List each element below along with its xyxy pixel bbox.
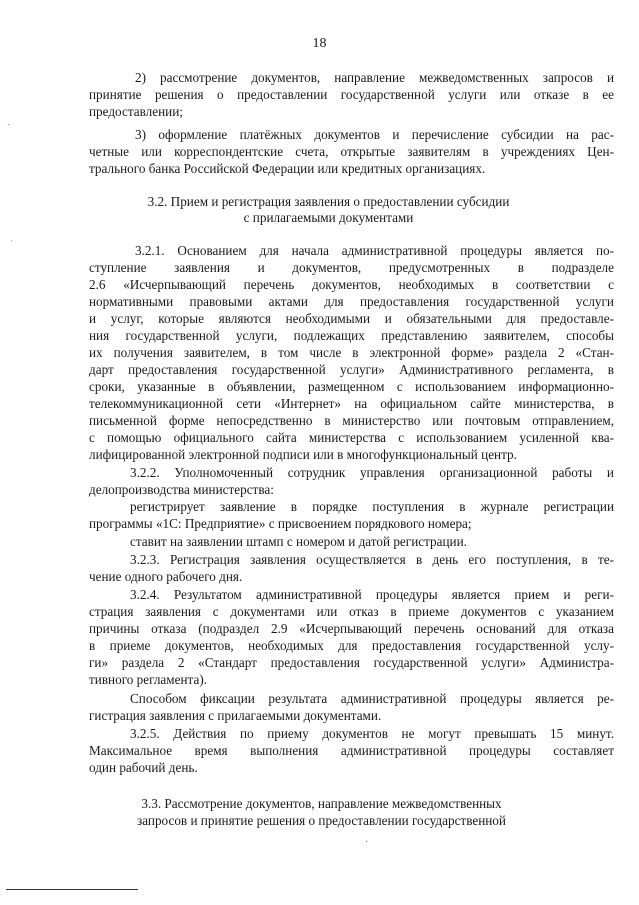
text-line: дарт предоставления государственной услуги» Административного регламента, в — [89, 362, 614, 377]
text-line: их получения заявителем, в том числе в электронной форме» раздела 2 «Стан- — [89, 345, 614, 360]
margin-mark: ˌ — [10, 231, 14, 242]
text-line: программы «1С: Предприятие» с присвоением порядкового номера; — [89, 516, 472, 531]
text-line: делопроизводства министерства: — [89, 482, 274, 497]
text-line: письменной форме непосредственно в министерство или почтовым отправлением, — [89, 413, 614, 428]
text-line: нормативными правовыми актами для предоставления государственной услуги — [89, 294, 614, 309]
text-line: страция заявления с документами или отказ в приеме документов с указанием — [89, 604, 614, 619]
text-line: предоставлении; — [89, 104, 183, 119]
text-line: тивного регламента). — [89, 672, 208, 687]
text-line: 3.2.2. Уполномоченный сотрудник управления организационной работы и — [130, 465, 614, 480]
text-line: гистрация заявления с прилагаемыми документами. — [89, 708, 382, 723]
section-heading: с прилагаемыми документами — [243, 210, 414, 225]
text-line: Максимальное время выполнения административной процедуры составляет — [89, 743, 614, 758]
text-line: регистрирует заявление в порядке поступления в журнале регистрации — [130, 499, 614, 514]
text-line: принятие решения о предоставлении государственной услуги или отказе в ее — [89, 87, 614, 102]
section-heading: запросов и принятие решения о предоставлении государственной — [137, 813, 506, 828]
text-line: в приеме документов, необходимых для предоставления государственной услу- — [89, 638, 614, 653]
text-line: четные или корреспондентские счета, открытые заявителям в учреждениях Цен- — [89, 144, 614, 159]
section-heading: 3.3. Рассмотрение документов, направление межведомственных — [141, 796, 502, 811]
text-line: 3.2.3. Регистрация заявления осуществляется в день его поступления, в те- — [130, 552, 614, 567]
text-line: 3.2.4. Результатом административной процедуры является прием и реги- — [130, 587, 614, 602]
text-line: чение одного рабочего дня. — [89, 569, 243, 584]
text-line: ставит на заявлении штамп с номером и датой регистрации. — [130, 534, 467, 549]
text-line: лифицированной электронной подписи или в многофункциональный центр. — [89, 447, 517, 462]
text-line: 2) рассмотрение документов, направление межведомственных запросов и — [135, 70, 614, 85]
page-number: 18 — [312, 36, 327, 51]
section-heading: 3.2. Прием и регистрация заявления о предоставлении субсидии — [147, 194, 510, 209]
text-line: один рабочий день. — [89, 760, 198, 775]
text-line: 3.2.5. Действия по приему документов не могут превышать 15 минут. — [130, 726, 614, 741]
text-line: и услуг, которые являются необходимыми и обязательными для предоставле- — [89, 311, 614, 326]
text-line: трального банка Российской Федерации или кредитных организациях. — [89, 161, 486, 176]
text-line: 3) оформление платёжных документов и перечисление субсидии на рас- — [135, 127, 614, 142]
text-line: ступление заявления и документов, предусмотренных в подразделе — [89, 260, 614, 275]
text-line: ги» раздела 2 «Стандарт предоставления государственной услуги» Администра- — [89, 655, 614, 670]
speck-mark: · — [365, 837, 369, 848]
text-line: причины отказа (подраздел 2.9 «Исчерпывающий перечень оснований для отказа — [89, 621, 614, 636]
text-line: 2.6 «Исчерпывающий перечень документов, необходимых в соответствии с — [89, 277, 614, 292]
text-line: сроки, указанные в объявлении, размещенном с использованием информационно- — [89, 379, 614, 394]
margin-mark: ˏ — [7, 115, 11, 126]
footnote-rule — [6, 889, 138, 890]
text-line: телекоммуникационной сети «Интернет» на официальном сайте министерства, в — [89, 396, 614, 411]
text-line: Способом фиксации результата административной процедуры является ре- — [130, 691, 614, 706]
text-line: с помощью официального сайта министерства с использованием усиленной ква- — [89, 430, 614, 445]
text-line: 3.2.1. Основанием для начала административной процедуры является по- — [135, 243, 614, 258]
text-line: ния государственной услуги, подлежащих представлению заявителем, способы — [89, 328, 614, 343]
